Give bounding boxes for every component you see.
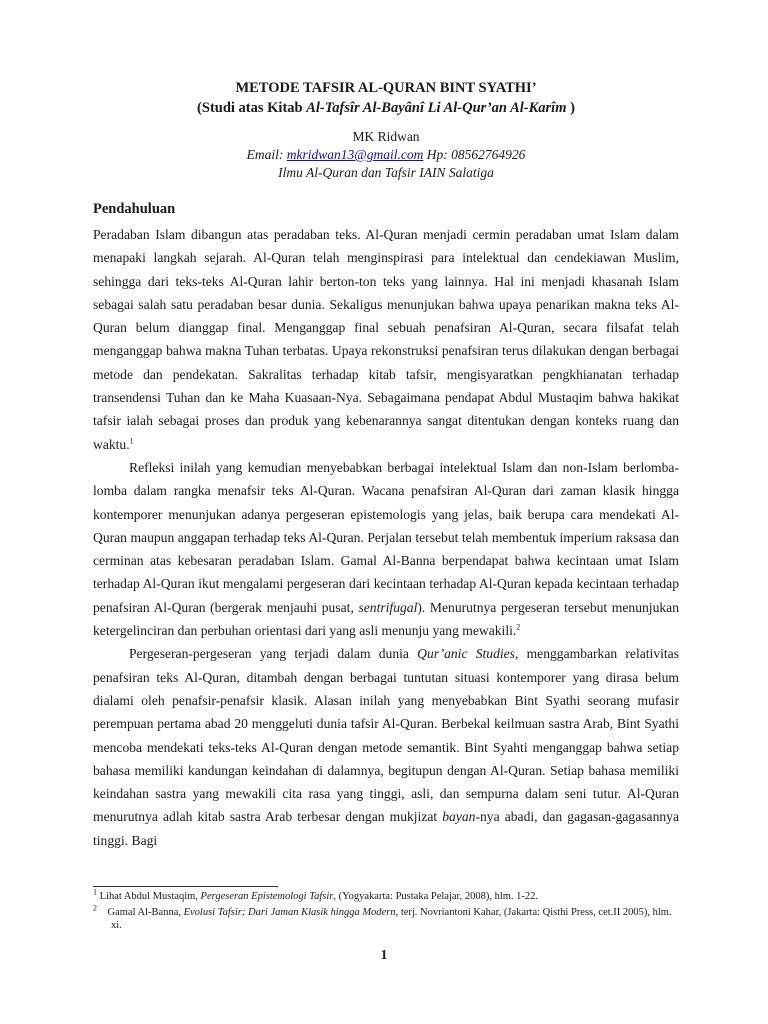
document-page: [93, 76, 679, 852]
subtitle-close: ): [566, 100, 575, 116]
affiliation: Ilmu Al-Quran dan Tafsir IAIN Salatiga: [278, 165, 494, 180]
paragraph-2-text-a: Refleksi inilah yang kemudian menyebabkan berbagai intelektual Islam dan non-Islam berlomba-lomba dalam rangka menafsir teks Al-Quran. Wacana penafsiran Al-Quran dari zaman klasik hingga kontemporer menunjukan adanya pergeseran epistemologis yang jelas, baik berupa cara mendekati Al-Quran maupun anggapan terhadap teks Al-Quran. Perjalan tersebut telah membentuk imperium raksasa dan cerminan atas kebesaran peradaban Islam. Gamal Al-Banna berpendapat bahwa kecintaan umat Islam terhadap Al-Quran ikut mengalami pergeseran dari kecintaan terhadap Al-Quran kepada kecintaan terhadap penafsiran Al-Quran (bergerak menjauhi pusat,: [93, 459, 679, 615]
paragraph-3-italic-1: Qur’anic Studies: [417, 646, 515, 662]
footnote-1-number: 1: [93, 887, 97, 897]
paragraph-3-text-b: , menggambarkan relativitas penafsiran teks Al-Quran, ditambah dengan berbagai tuntutan situasi kontemporer yang dirasa belum dialami oleh penafsir-penafsir klasik. Alasan inilah yang menyebabkan Bint Syathi seorang mufasir perempuan pertama abad 20 menggeluti dunia tafsir Al-Quran. Berbekal keilmuan sastra Arab, Bint Syathi mencoba mendekati teks-teks Al-Quran dengan metode semantik. Bint Syahti menganggap bahwa setiap bahasa memiliki kandungan keindahan di dalamnya, begitupun dengan Al-Quran. Setiap bahasa memiliki keindahan sastra yang mewakili cita rasa yang tinggi, asli, dan sempurna dalam seni tutur. Al-Quran menurutnya adlah kitab sastra Arab terbesar dengan mukjizat: [93, 646, 679, 825]
paper-title: METODE TAFSIR AL-QURAN BINT SYATHI’: [235, 80, 537, 96]
footnote-2-number: 2: [93, 903, 97, 912]
paragraph-3-italic-2: bayan: [442, 809, 476, 825]
subtitle-open: (Studi atas Kitab: [197, 100, 307, 116]
paper-subtitle: [93, 98, 679, 118]
footnote-1-text-a: Lihat Abdul Mustaqim,: [97, 891, 201, 902]
email-label: Email:: [246, 147, 287, 162]
paragraph-1: [93, 223, 679, 456]
footnote-2-italic: Evolusi Tafsir; Dari Jaman Klasik hingga Modern: [183, 906, 396, 918]
paragraph-2-text-b: ). Menurutnya pergeseran tersebut menunjukan ketergelinciran dan perbuhan orientasi dari yang asli menunju yang mewakili.: [93, 599, 679, 639]
author-block: [93, 128, 679, 182]
paragraph-1-text: Peradaban Islam dibangun atas peradaban teks. Al-Quran menjadi cermin peradaban umat Islam dalam menapaki langkah sejarah. Al-Quran telah menginspirasi para intelektual dan cendekiawan Muslim, sehingga dari teks-teks Al-Quran lahir berton-ton teks yang lainnya. Hal ini menjadi khasanah Islam sebagai salah satu peradaban besar dunia. Sekaligus menunjukan bahwa upaya penarikan makna teks Al-Quran belum dianggap final. Menganggap final sebuah penafsiran Al-Quran, secara filsafat telah menganggap bahwa makna Tuhan terbatas. Upaya rekonstruksi penafsiran terus dilakukan dengan berbagai metode dan pendekatan. Sakralitas terhadap kitab tafsir, mengisyaratkan pengkhianatan terhadap transendensi Tuhan dan ke Maha Kuasaan-Nya. Sebagaimana pendapat Abdul Mustaqim bahwa hakikat tafsir ialah sebagai proses dan produk yang kebenarannya sangat ditentukan dengan konteks ruang dan waktu.: [93, 227, 679, 452]
email-link[interactable]: mkridwan13@gmail.com: [286, 147, 424, 162]
author-name: MK Ridwan: [352, 129, 420, 144]
paragraph-3-text-c: -nya abadi, dan gagasan-gagasannya tinggi. Bagi: [93, 809, 680, 848]
paragraph-2-italic: sentrifugal: [358, 599, 418, 615]
phone-number: Hp: 08562764926: [423, 147, 526, 162]
subtitle-book-title: Al-Tafsîr Al-Bayânî Li Al-Qur’an Al-Karîm: [306, 100, 567, 116]
footnote-2: [93, 903, 679, 933]
footnote-divider: [93, 886, 278, 887]
paragraph-3-text-a: Pergeseran-pergeseran yang terjadi dalam dunia: [129, 646, 418, 662]
footnote-1-text-b: , (Yogyakarta: Pustaka Pelajar, 2008), hlm. 1-22.: [333, 891, 539, 902]
footnote-ref-1[interactable]: 1: [129, 436, 134, 446]
footnote-2-text-a: Gamal Al-Banna,: [107, 906, 184, 918]
footnote-2-text-b: , terj. Novriantoni Kahar, (Jakarta: Qisthi Press, cet.II 2005), hlm. xi.: [111, 906, 672, 931]
footnotes: [93, 886, 679, 935]
page-number: 1: [380, 948, 388, 963]
paragraph-3: [93, 642, 679, 852]
section-heading: Pendahuluan: [93, 201, 176, 217]
contact-line: [93, 146, 679, 164]
paragraph-2: [93, 456, 679, 642]
footnote-ref-2[interactable]: 2: [516, 622, 521, 632]
footnote-1: [93, 887, 679, 904]
footnote-1-italic: Pergeseran Epistemologi Tafsir: [200, 891, 334, 902]
